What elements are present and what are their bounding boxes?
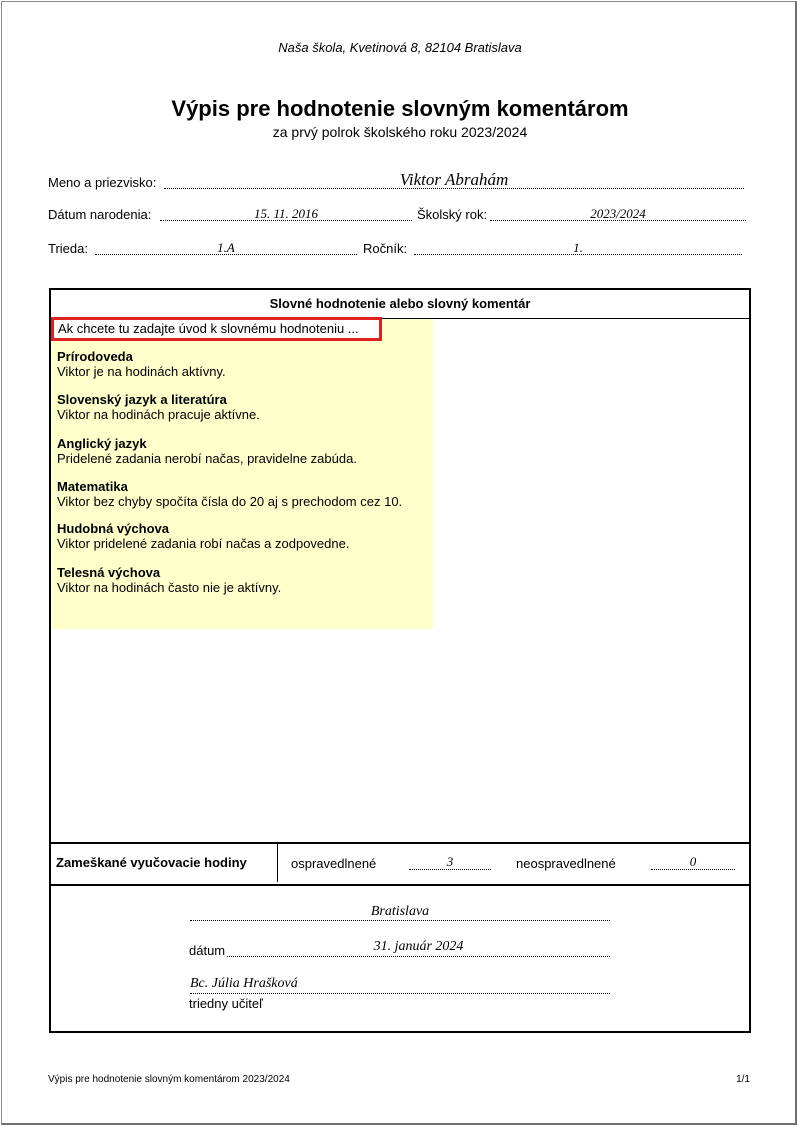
subject-name: Hudobná výchova	[57, 521, 169, 536]
subject-comment: Viktor je na hodinách aktívny.	[57, 364, 226, 379]
subject-block	[57, 436, 357, 466]
grade-value: 1.	[573, 240, 583, 255]
comment-heading: Slovné hodnotenie alebo slovný komentár	[51, 290, 749, 319]
page-number: 1/1	[736, 1074, 750, 1085]
unexcused-label: neospravedlnené	[516, 856, 616, 871]
teacher-label: triedny učiteľ	[189, 996, 263, 1011]
unexcused-hours: 0	[689, 854, 697, 869]
subject-comment: Viktor bez chyby spočíta čísla do 20 aj s prechodom cez 10.	[57, 494, 403, 509]
place-value: Bratislava	[370, 904, 430, 919]
document-title: Výpis pre hodnotenie slovným komentárom	[171, 96, 629, 121]
subject-block	[57, 349, 226, 379]
class-value: 1.A	[217, 240, 235, 255]
subject-block	[57, 521, 349, 551]
subject-name: Anglický jazyk	[57, 436, 147, 451]
subject-name: Prírodoveda	[57, 349, 133, 364]
subject-name: Telesná výchova	[57, 565, 161, 580]
comment-box	[49, 288, 751, 1033]
student-name: Viktor Abrahám	[399, 170, 509, 189]
absence-label: Zameškané vyučovacie hodiny	[56, 855, 247, 870]
school-year: 2023/2024	[590, 206, 646, 221]
birth-date: 15. 11. 2016	[253, 206, 319, 221]
school-address: Naša škola, Kvetinová 8, 82104 Bratislava	[278, 40, 522, 55]
date-value: 31. január 2024	[373, 939, 464, 954]
document-subtitle: za prvý polrok školského roku 2023/2024	[272, 124, 528, 140]
subject-comment: Pridelené zadania nerobí načas, pravidelne zabúda.	[57, 451, 357, 466]
excused-label: ospravedlnené	[291, 856, 377, 871]
class-label: Trieda:	[48, 241, 88, 256]
subject-name: Slovenský jazyk a literatúra	[57, 392, 227, 407]
excused-hours: 3	[446, 854, 454, 869]
birth-label: Dátum narodenia:	[48, 207, 152, 222]
absence-divider	[277, 844, 278, 882]
intro-field[interactable]: Ak chcete tu zadajte úvod k slovnému hodnoteniu ...	[51, 317, 382, 341]
name-label: Meno a priezvisko:	[48, 175, 157, 190]
footer-title: Výpis pre hodnotenie slovným komentárom 2023/2024	[48, 1074, 290, 1085]
subject-block	[57, 565, 281, 595]
school-year-label: Školský rok:	[417, 207, 488, 222]
subject-comment: Viktor na hodinách pracuje aktívne.	[57, 407, 260, 422]
subject-name: Matematika	[57, 479, 128, 494]
absence-row	[51, 842, 749, 886]
subject-block	[57, 392, 260, 422]
subject-comment: Viktor pridelené zadania robí načas a zodpovedne.	[57, 536, 350, 551]
grade-label: Ročník:	[363, 241, 408, 256]
subject-block	[57, 479, 402, 509]
date-label: dátum	[189, 943, 226, 958]
subject-comment: Viktor na hodinách často nie je aktívny.	[57, 580, 282, 595]
teacher-name: Bc. Júlia Hrašková	[190, 976, 298, 991]
